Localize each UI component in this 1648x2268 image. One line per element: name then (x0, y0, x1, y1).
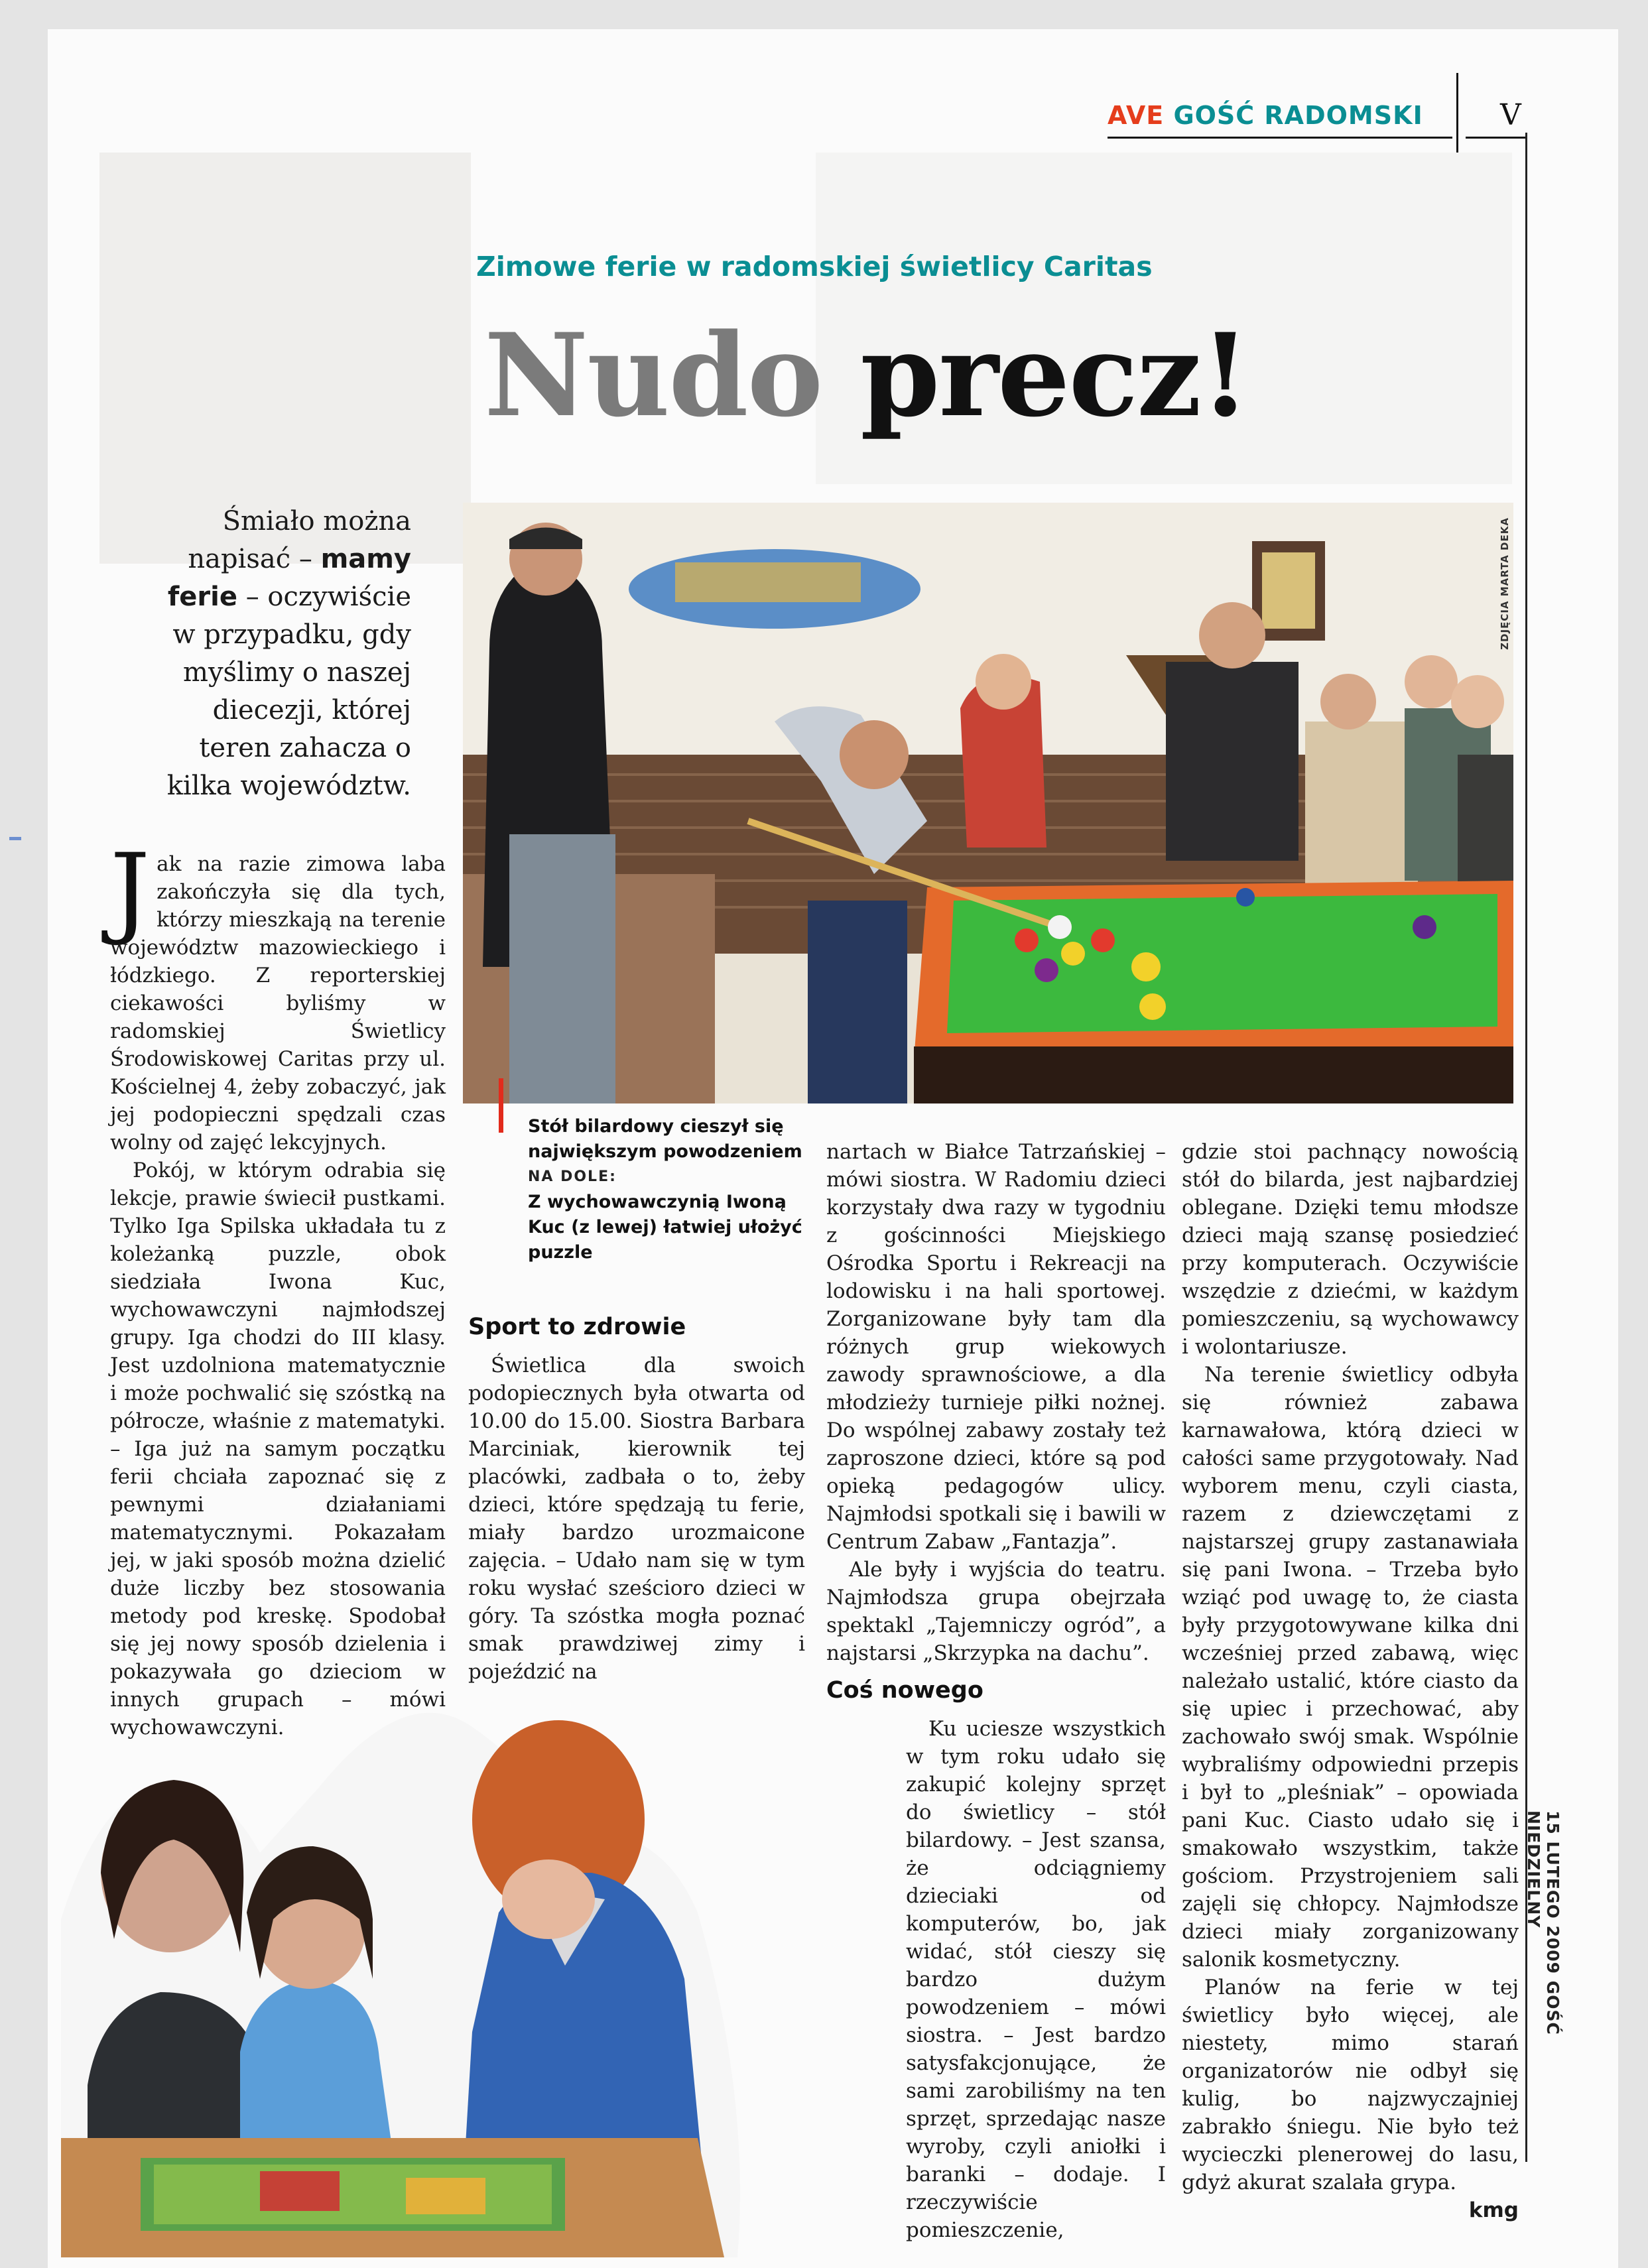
article-column-2 (468, 1304, 805, 1686)
billiards-photo (463, 503, 1513, 1103)
masthead-title: GOŚĆ RADOMSKI (1173, 101, 1423, 130)
paragraph-6: Ku uciesze wszystkich w tym roku udało się zakupić kolejny sprzęt do świetlicy – stół bilardowy. – Jest szansa, że odciągniemy dzieciaki od komputerów, bo, jak widać, stół cieszy się bardzo dużym powodzeniem – mówi siostra. – Jest bardzo satysfakcjonujące, że sami zarobiliśmy na ten sprzęt, sprzedając nasze wyroby, czyli aniołki i baranki – dodaje. I rzeczywiście pomieszczenie, (906, 1717, 1166, 2242)
paragraph-9: Planów na ferie w tej świetlicy było więcej, ale niestety, mimo starań organizatorów nie odbył się kulig, bo najzwyczajniej zabrakło śniegu. Nie było też wycieczki plenerowej do lasu, gdyż akurat szalała grypa. (1182, 1976, 1519, 2194)
photo-caption (528, 1114, 820, 1265)
caption-main: Stół bilardowy cieszył się największym powodzeniem (528, 1116, 802, 1162)
headline-part-1: Nudo (484, 308, 822, 442)
article-column-1 (110, 833, 446, 1741)
caption-marker (499, 1078, 503, 1133)
author-signature: kmg (1468, 2198, 1519, 2222)
article-column-4 (1182, 1138, 1519, 2224)
page-number: V (1500, 98, 1521, 132)
photo-credit: ZDJĘCIA MARTA DEKA (1499, 517, 1511, 650)
subhead-new: Coś nowego (826, 1677, 983, 1704)
masthead-ave: AVE (1108, 101, 1165, 130)
masthead-rule-right (1466, 137, 1525, 139)
paragraph-2: Pokój, w którym odrabia się lekcje, prawie świecił pustkami. Tylko Iga Spilska układała tu z koleżanką puzzle, obok siedziała Iwona Kuc, wychowawczyni najmłodszej grupy. Iga chodzi do III klasy. Jest uzdolniona matematycznie i może pochwalić się szóstką na półrocze, właśnie z matematyki. – Iga już na samym początku ferii chciała zapoznać się z pewnymi działaniami matematycznymi. Pokazałam jej, w jaki sposób można dzielić duże liczby bez stosowania metody pod kreskę. Spodobał się jej nowy sposób dzielenia i pokazywała go dzieciom w innych grupach – mówi wychowawczyni. (110, 1159, 446, 1739)
paragraph-1-text: ak na razie zimowa laba zakończyła się dla tych, którzy mieszkają na terenie województw mazowieckiego i łódzkiego. Z reporterskiej ciekawości byliśmy w radomskiej Świetlicy Środowiskowej Caritas przy ul. Kościelnej 4, żeby zobaczyć, jak jej podopieczni spędzali czas wolny od zajęć lekcyjnych. (110, 852, 446, 1155)
lead-text-1: Śmiało można napisać – (188, 506, 411, 574)
article-headline (484, 308, 1249, 442)
caption-second: Z wychowawczynią Iwoną Kuc (z lewej) łatwiej ułożyć puzzle (528, 1192, 802, 1263)
lead-emphasis: mamy ferie (167, 544, 411, 612)
masthead-rule (1108, 137, 1452, 139)
paragraph-5: Ale były i wyjścia do teatru. Najmłodsza grupa obejrzała spektakl „Tajemniczy ogród”, a najstarsi „Skrzypka na dachu”. (826, 1558, 1166, 1665)
caption-label: NA DOLE: (528, 1168, 617, 1185)
paragraph-8: Na terenie świetlicy odbyła się również zabawa karnawałowa, którą dzieci w całości same przygotowały. Nad wyborem menu, czyli ciasta, razem z dziewczętami z najstarszej grupy zastanawiała się pani Iwona. – Trzeba było wziąć pod uwagę to, że ciasta były przygotowywane kilka dni wcześniej przed zabawą, więc należało ustalić, które ciasto da się upiec i przechować, aby zachowało swój smak. Wspólnie wybraliśmy odpowiedni przepis i był to „pleśniak” – opowiada pani Kuc. Ciasto udało się i smakowało wszystkim, także gościom. Przystrojeniem sali zajęli się chłopcy. Najmłodsze dzieci miały zorganizowany salonik kosmetyczny. (1182, 1363, 1519, 1972)
masthead-divider (1456, 73, 1458, 153)
side-folio (1524, 1810, 1562, 2142)
dropcap: J (110, 833, 151, 948)
paragraph-3: Świetlica dla swoich podopiecznych była otwarta od 10.00 do 15.00. Siostra Barbara Marciniak, kierownik tej placówki, zadbała o to, żeby dzieci, które spędzają tu ferie, miały bardzo urozmaicone zajęcia. – Udało nam się w tym roku wysłać sześcioro dzieci w góry. Ta szóstka mogła poznać smak prawdziwej zimy i pojeździć na (468, 1354, 805, 1684)
article-kicker: Zimowe ferie w radomskiej świetlicy Caritas (476, 251, 1153, 283)
paragraph-1 (110, 833, 446, 1157)
masthead (1108, 101, 1423, 130)
scan-mark (9, 837, 21, 840)
subhead-sport: Sport to zdrowie (468, 1314, 686, 1340)
article-lead (159, 503, 411, 805)
puzzle-photo (61, 1634, 950, 2257)
paragraph-7: gdzie stoi pachnący nowością stół do bilarda, jest najbardziej oblegane. Dzięki temu młodsze dzieci mają szansę posiedzieć przy komputerach. Oczywiście wszędzie z dziećmi, w każdym pomieszczeniu, są wychowawcy i wolontariusze. (1182, 1140, 1519, 1359)
folio-publication: GOŚĆ NIEDZIELNY (1524, 1810, 1562, 2035)
bleed-through-shade (99, 153, 471, 564)
folio-date: 15 LUTEGO 2009 (1543, 1810, 1562, 1975)
headline-part-2: precz! (822, 308, 1249, 442)
paragraph-4: nartach w Białce Tatrzańskiej – mówi siostra. W Radomiu dzieci korzystały dwa razy w tygodniu z gościnności Miejskiego Ośrodka Sportu i Rekreacji na lodowisku i na hali sportowej. Zorganizowane były tam dla różnych grup wiekowych zawody sprawnościowe, a dla młodzieży turnieje piłki nożnej. Do wspólnej zabawy zostały też zaproszone dzieci, które są pod opieką pedagogów ulicy. Najmłodsi spotkali się i bawili w Centrum Zabaw „Fantazja”. (826, 1140, 1166, 1554)
lead-text-2: – oczywiście w przypadku, gdy myślimy o naszej diecezji, której teren zahacza o kilka województw. (166, 582, 411, 801)
